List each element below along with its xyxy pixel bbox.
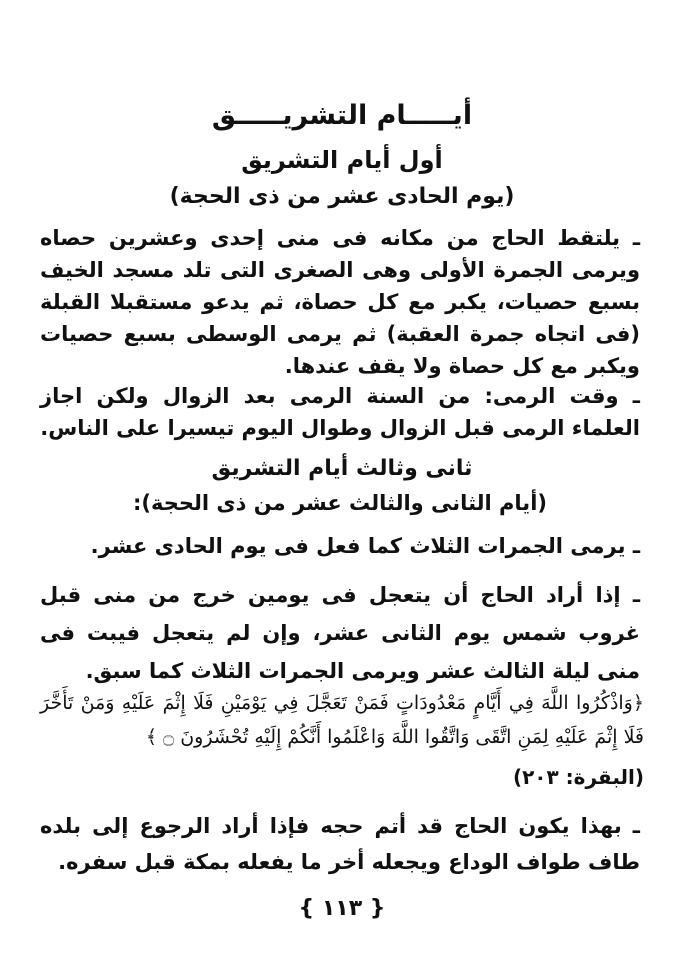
paragraph-stone-three-jamarat: ـ يرمى الجمرات الثلاث كما فعل فى يوم الحادى عشر. xyxy=(90,534,640,558)
section-title-day2-3: ثانى وثالث أيام التشريق xyxy=(211,456,473,481)
section-date-day1: (يوم الحادى عشر من ذى الحجة) xyxy=(169,184,515,209)
paragraph-stoning-procedure: ـ يلتقط الحاج من مكانه فى منى إحدى وعشرين حصاه ويرمى الجمرة الأولى وهى الصغرى التى تلد مسجد الخيف بسبع حصيات، يكبر مع كل حصاة، ثم يدعو مستقبلا القبلة (فى اتجاه جمرة العقبة) ثم يرمى الوسطى بسبع حصيات ويكبر مع كل حصاة ولا يقف عندها. xyxy=(40,226,640,378)
paragraph-stoning-time: ـ وقت الرمى: من السنة الرمى بعد الزوال ولكن اجاز العلماء الرمى قبل الزوال وطوال اليوم تيسيرا على الناس. xyxy=(40,384,640,440)
section-date-day2-3: (أيام الثانى والثالث عشر من ذى الحجة): xyxy=(133,491,547,515)
paragraph-hasten-departure: ـ إذا أراد الحاج أن يتعجل فى يومين خرج من منى قبل غروب شمس يوم الثانى عشر، وإن لم يتعجل فيبت فى منى ليلة الثالث عشر ويرمى الجمرات الثلاث كما سبق. xyxy=(40,583,640,683)
page-number: { ١١٣ } xyxy=(298,896,386,921)
page-title: أيـــــام التشريـــــق xyxy=(211,100,473,131)
quran-verse: ﴿وَاذْكُرُوا اللَّهَ فِي أَيَّامٍ مَعْدُودَاتٍ فَمَنْ تَعَجَّلَ فِي يَوْمَيْنِ فَلَا إِثْمَ عَلَيْهِ وَمَنْ تَأَخَّرَ فَلَا إِثْمَ عَلَيْهِ لِمَنِ اتَّقَى وَاتَّقُوا اللَّهَ وَاعْلَمُوا أَنَّكُمْ إِلَيْهِ تُحْشَرُونَ ۝ ﴾ xyxy=(40,692,644,748)
paragraph-farewell-tawaf: ـ بهذا يكون الحاج قد أتم حجه فإذا أراد الرجوع إلى بلده طاف طواف الوداع ويجعله أخر ما يفعله بمكة قبل سفره. xyxy=(40,814,640,874)
section-title-day1: أول أيام التشريق xyxy=(241,146,443,174)
quran-reference: (البقرة: ٢٠٣) xyxy=(512,765,644,789)
